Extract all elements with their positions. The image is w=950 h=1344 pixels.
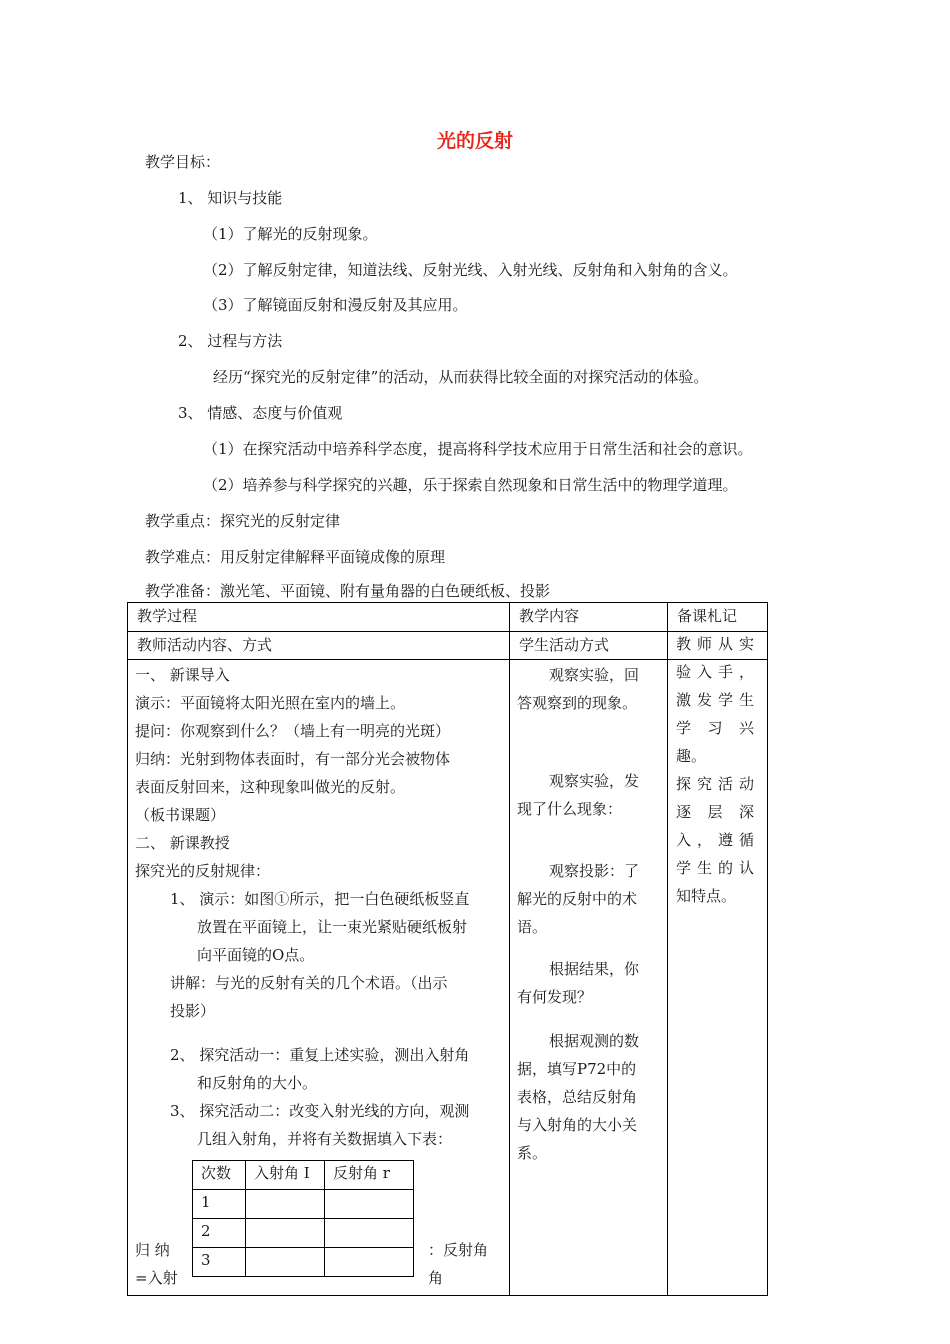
observation-cell — [325, 1248, 414, 1277]
teacher-line: 表面反射回来，这种现象叫做光的反射。 — [135, 778, 406, 796]
note-line: 学习兴 — [676, 719, 754, 737]
goal-section-3: 3、 情感、态度与价值观 — [178, 404, 343, 422]
student-activity — [517, 1027, 659, 1167]
note-line: 逐层深 — [676, 803, 754, 821]
student-line: 表格，总结反射角 — [517, 1088, 638, 1106]
goal-item-1-1: （1）了解光的反射现象。 — [203, 225, 378, 243]
student-activity — [517, 661, 659, 717]
preparation: 教学准备：激光笔、平面镜、附有量角器的白色硬纸板、投影 — [145, 582, 551, 600]
observation-header: 入射角 I — [246, 1161, 325, 1190]
note-line: 知特点。 — [676, 887, 737, 905]
observation-table — [192, 1160, 414, 1277]
header-notes: 备课札记 — [677, 607, 738, 625]
goal-item-1-3: （3）了解镜面反射和漫反射及其应用。 — [203, 296, 468, 314]
note-line: 验入手， — [676, 663, 754, 681]
teacher-line: 1、 演示：如图①所示，把一白色硬纸板竖直 — [170, 890, 470, 908]
teacher-line: 放置在平面镜上，让一束光紧贴硬纸板射 — [197, 918, 468, 936]
teacher-line: =入射 — [135, 1269, 178, 1287]
student-line: 系。 — [517, 1144, 548, 1162]
header-content: 教学内容 — [519, 607, 580, 625]
teacher-line: 2、 探究活动一：重复上述实验，测出入射角 — [170, 1046, 470, 1064]
teacher-line: 向平面镜的O点。 — [197, 946, 315, 964]
student-activity — [517, 955, 659, 1011]
note-line: 教师从实 — [676, 635, 754, 653]
key-point: 教学重点：探究光的反射定律 — [145, 512, 341, 530]
note-line: 学生的认 — [676, 859, 754, 877]
goal-item-1-2: （2）了解反射定律，知道法线、反射光线、入射光线、反射角和入射角的含义。 — [203, 261, 738, 279]
student-line: 观察实验，发 — [549, 772, 640, 790]
teacher-line: 演示：平面镜将太阳光照在室内的墙上。 — [135, 694, 406, 712]
observation-cell — [246, 1219, 325, 1248]
note-line: 探究活动 — [676, 775, 754, 793]
teacher-line: 归纳：光射到物体表面时，有一部分光会被物体 — [135, 750, 451, 768]
teacher-line: 3、 探究活动二：改变入射光线的方向，观测 — [170, 1102, 470, 1120]
note-line: 激发学生 — [676, 691, 754, 709]
goal-section-1: 1、 知识与技能 — [178, 189, 283, 207]
teacher-line: 探究光的反射规律： — [135, 862, 271, 880]
student-activity — [517, 857, 659, 941]
teacher-line: 角 — [428, 1269, 444, 1287]
teacher-line: 一、 新课导入 — [135, 666, 230, 684]
student-line: 解光的反射中的术 — [517, 890, 638, 908]
teacher-line: 讲解：与光的反射有关的几个术语。（出示 — [170, 974, 448, 992]
observation-cell: 2 — [193, 1219, 246, 1248]
student-line: 据，填写P72中的 — [517, 1060, 637, 1078]
observation-header: 反射角 r — [325, 1161, 414, 1190]
student-line: 有何发现？ — [517, 988, 593, 1006]
student-activity — [517, 767, 659, 823]
page-title: 光的反射 — [436, 130, 513, 152]
teacher-line: 投影） — [170, 1002, 216, 1020]
student-line: 语。 — [517, 918, 548, 936]
header-process: 教学过程 — [137, 607, 198, 625]
student-line: 观察投影：了 — [549, 862, 640, 880]
observation-cell — [325, 1219, 414, 1248]
note-line: 趣。 — [676, 747, 707, 765]
observation-cell — [246, 1190, 325, 1219]
subheader-teacher: 教师活动内容、方式 — [137, 636, 273, 654]
student-line: 观察实验，回 — [549, 666, 640, 684]
student-line: 与入射角的大小关 — [517, 1116, 638, 1134]
student-line: 根据观测的数 — [549, 1032, 640, 1050]
teacher-line: 二、 新课教授 — [135, 834, 230, 852]
note-line: 入，遵循 — [676, 831, 754, 849]
lesson-notes — [676, 630, 754, 910]
goals-heading: 教学目标： — [145, 153, 221, 171]
goal-section-2: 2、 过程与方法 — [178, 332, 283, 350]
observation-cell: 1 — [193, 1190, 246, 1219]
teacher-line: 和反射角的大小。 — [197, 1074, 318, 1092]
teacher-line: 提问：你观察到什么？（墙上有一明亮的光斑） — [135, 722, 451, 740]
teacher-line: （板书课题） — [135, 806, 226, 824]
difficulty: 教学难点：用反射定律解释平面镜成像的原理 — [145, 548, 446, 566]
goal-item-2-1: 经历“探究光的反射定律”的活动，从而获得比较全面的对探究活动的体验。 — [213, 368, 709, 386]
subheader-student: 学生活动方式 — [519, 636, 610, 654]
student-line: 现了什么现象： — [517, 800, 623, 818]
goal-item-3-1: （1）在探究活动中培养科学态度，提高将科学技术应用于日常生活和社会的意识。 — [203, 440, 753, 458]
student-line: 答观察到的现象。 — [517, 694, 638, 712]
observation-cell: 3 — [193, 1248, 246, 1277]
teacher-line: 归 纳 — [135, 1241, 170, 1259]
observation-cell — [246, 1248, 325, 1277]
goal-item-3-2: （2）培养参与科学探究的兴趣，乐于探索自然现象和日常生活中的物理学道理。 — [203, 476, 738, 494]
teacher-line: 几组入射角，并将有关数据填入下表： — [197, 1130, 453, 1148]
observation-cell — [325, 1190, 414, 1219]
student-line: 根据结果，你 — [549, 960, 640, 978]
observation-header: 次数 — [193, 1161, 246, 1190]
teacher-line: ：反射角 — [428, 1241, 489, 1259]
